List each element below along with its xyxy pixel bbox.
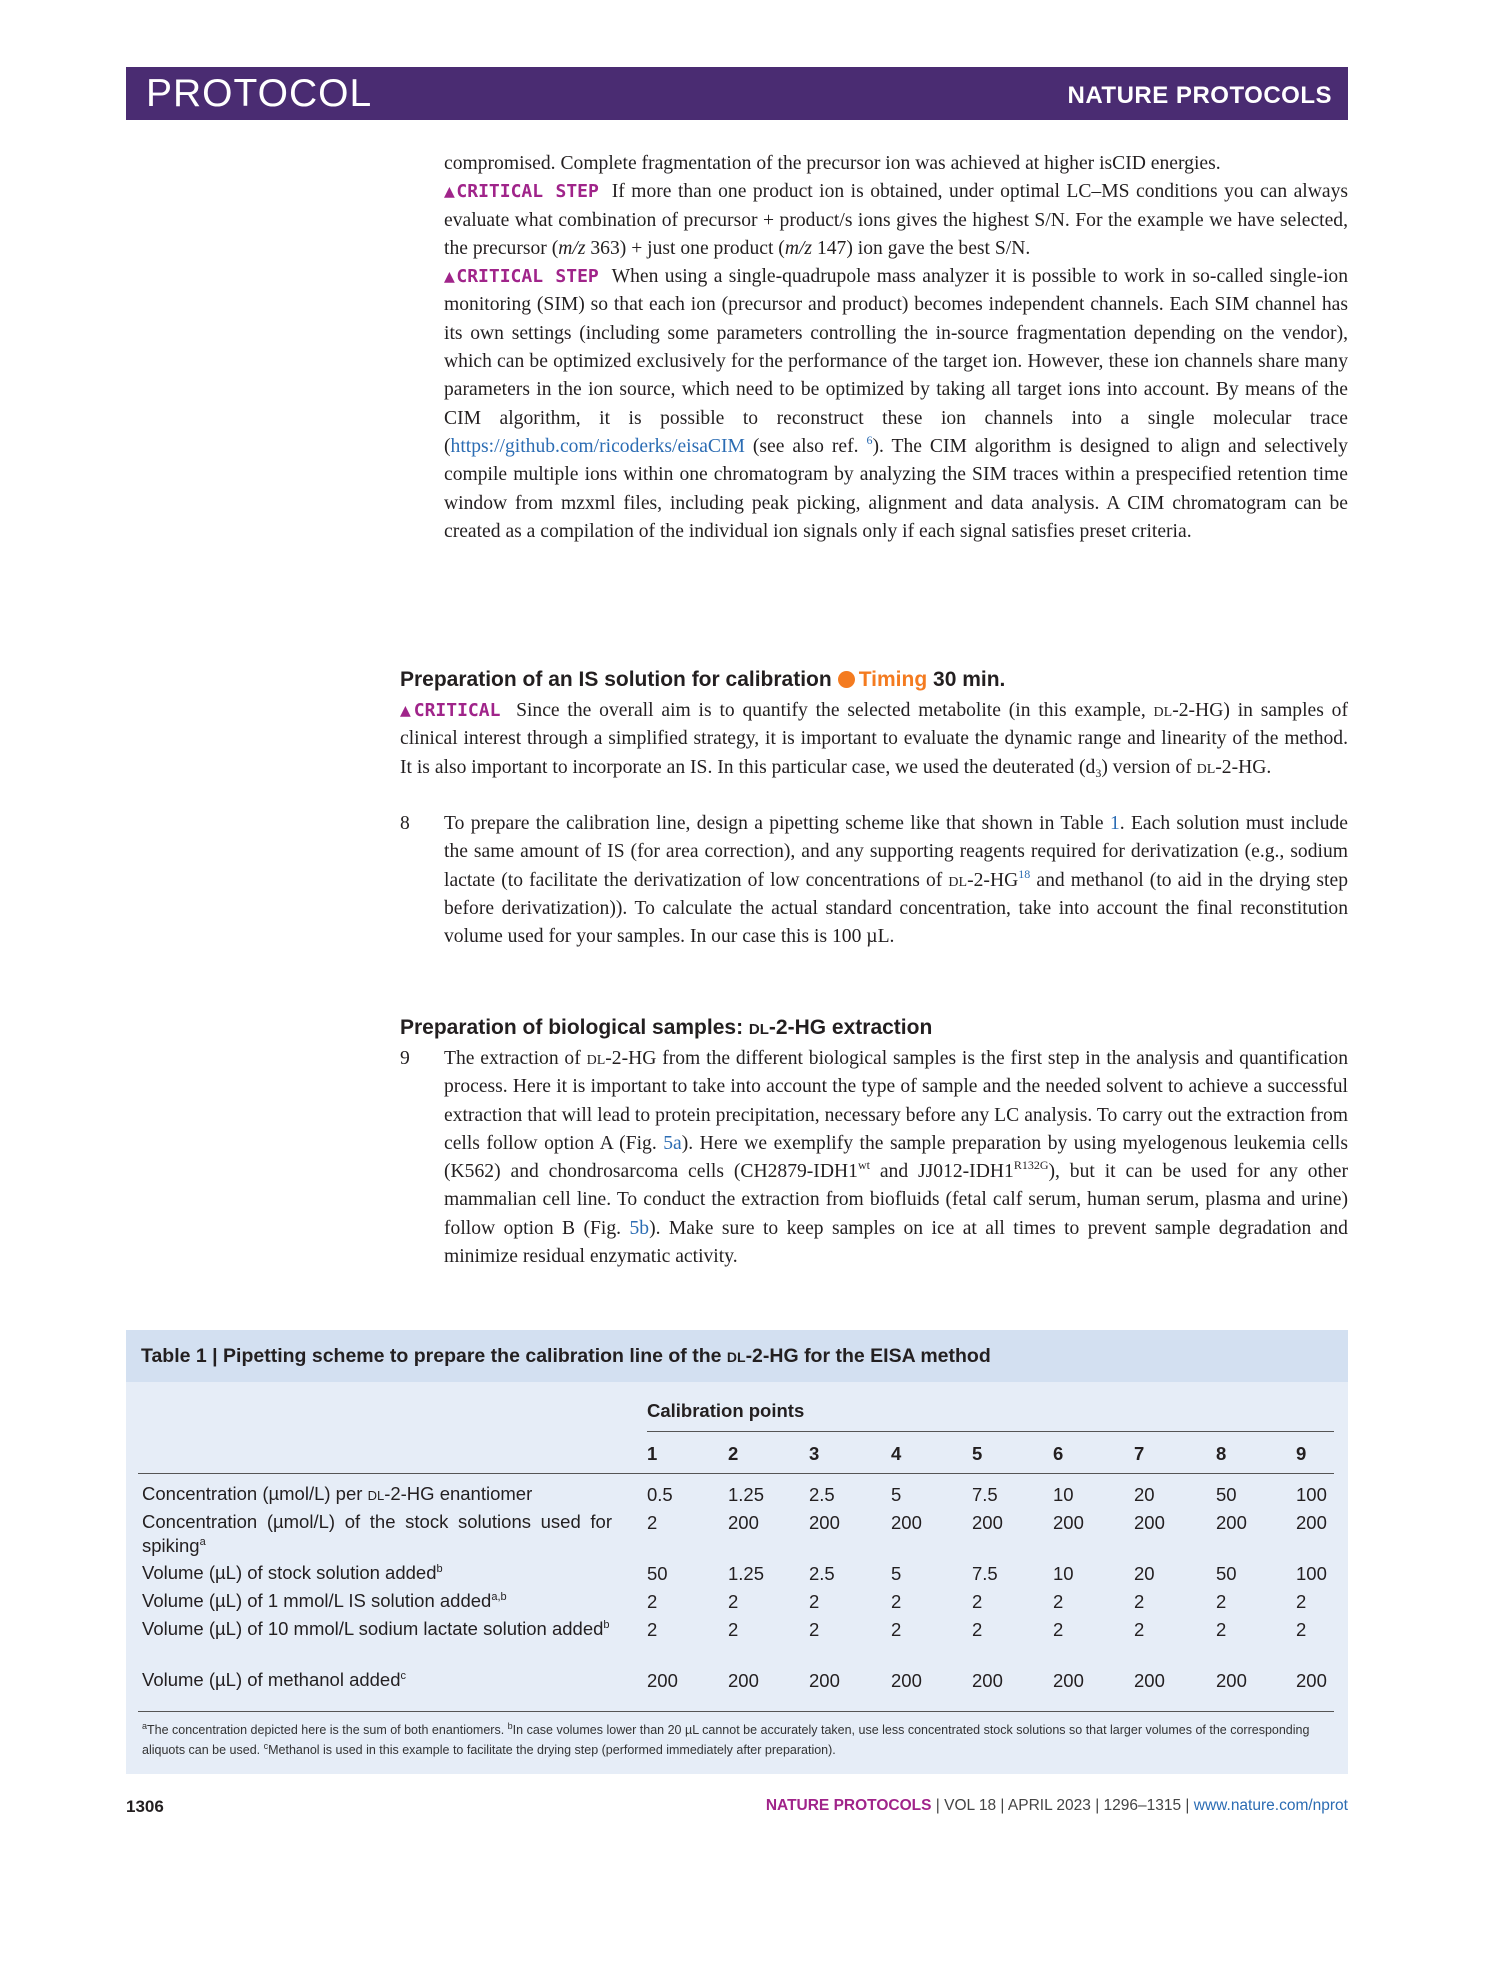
table-body (126, 1330, 1348, 1720)
table-cell: 2 (891, 1619, 902, 1640)
critical-step-1: ▲CRITICAL STEP If more than one product ion is obtained, under optimal LC–MS conditions you can always evaluate what combination of precursor + product/s ions gives the highest S/N. For the example we have selected, the precursor (m/z 363) + just one product (m/z 147) ion gave the best S/N. (444, 181, 1348, 259)
table-cell: 200 (1216, 1512, 1247, 1533)
table-cell: 2 (1053, 1591, 1064, 1612)
table-cell: 5 (891, 1484, 902, 1505)
column-header: 8 (1216, 1443, 1227, 1464)
table-cell: 200 (1296, 1512, 1327, 1533)
table-cell: 5 (891, 1563, 902, 1584)
table-1 (126, 1330, 1348, 1774)
critical-step-2: ▲CRITICAL STEP When using a single-quadrupole mass analyzer it is possible to work in so-called single-ion monitoring (SIM) so that each ion (precursor and product) becomes independent channels. Each SIM channel has its own settings (including some parameters controlling the in-source fragmentation depending on the vendor), which can be optimized exclusively for the performance of the target ion. However, these ion channels share many parameters in the ion source, which need to be optimized by taking all target ions into account. By means of the CIM algorithm, it is possible to reconstruct these ion channels into a single molecular trace (https://github.com/ricoderks/eisaCIM (see also ref. $^6$). The CIM algorithm is designed to align and selectively compile multiple ions within one chromatogram by analyzing the SIM traces within a prespecified retention time window from mzxml files, including peak picking, alignment and data analysis. A CIM chromatogram can be created as a compilation of the individual ion signals only if each signal satisfies preset criteria. (444, 266, 1349, 542)
table-cell: 200 (972, 1512, 1003, 1533)
row-label: Concentration (µmol/L) of the stock solutions used for spiking$^a$ (142, 1511, 612, 1556)
row-label: Volume (µL) of 1 mmol/L IS solution added$^{a,b}$ (142, 1590, 507, 1611)
table-cell: 2 (1296, 1591, 1307, 1612)
table-cell: 1.25 (728, 1484, 765, 1505)
table-footnote: $^a$The concentration depicted here is the sum of both enantiomers. $^b$In case volumes lower than 20 µL cannot be accurately taken, use less concentrated stock solutions so that larger volumes of the corresponding aliquots can be used. $^c$Methanol is used in this example to facilitate the drying step (performed immediately after preparation). (142, 1721, 1310, 1757)
critical-paragraph: ▲CRITICAL Since the overall aim is to quantify the selected metabolite (in this example, dl-2-HG) in samples of clinical interest through a simplified strategy, it is important to evaluate the dynamic range and linearity of the method. It is also important to incorporate an IS. In this particular case, we used the deuterated $(d_3)$ version of dl-2-HG. (400, 700, 1348, 780)
table-cell: 2.5 (809, 1563, 835, 1584)
table-cell: 2 (1053, 1619, 1064, 1640)
table-cell: 2 (891, 1591, 902, 1612)
critical-step-label: ▲CRITICAL STEP (444, 266, 599, 288)
header-banner (126, 67, 1348, 120)
group-rule (647, 1431, 1334, 1432)
table-cell: 200 (809, 1512, 840, 1533)
row-label: Volume (µL) of stock solution added$^b$ (142, 1562, 443, 1583)
table-cell: 200 (1053, 1670, 1084, 1691)
table-cell: 200 (1216, 1670, 1247, 1691)
footer-url-link[interactable]: www.nature.com/nprot (1193, 1797, 1348, 1814)
table-cell: 10 (1053, 1484, 1074, 1505)
section-heading-extraction: Preparation of biological samples: dl-2-HG extraction (400, 1016, 933, 1039)
header-rule (138, 1473, 1334, 1474)
footer-citation: NATURE PROTOCOLS | VOL 18 | APRIL 2023 | 1296–1315 | www.nature.com/nprot (765, 1797, 1348, 1814)
table-cell: 2 (972, 1591, 983, 1612)
table-cell: 20 (1134, 1484, 1155, 1505)
table-cell: 50 (647, 1563, 668, 1584)
bottom-rule (138, 1711, 1334, 1712)
journal-name: NATURE PROTOCOLS (1067, 82, 1332, 109)
table-cell: 2 (647, 1512, 658, 1533)
step-number: 8 (400, 813, 410, 834)
table-cell: 1.25 (728, 1563, 765, 1584)
critical-label: ▲CRITICAL (400, 700, 501, 721)
table-cell: 2 (1296, 1619, 1307, 1640)
table-cell: 200 (891, 1670, 922, 1691)
figure-ref-link[interactable]: 5b (629, 1217, 650, 1239)
table-cell: 7.5 (972, 1563, 998, 1584)
table-cell: 2 (1216, 1591, 1227, 1612)
figure-ref-link[interactable]: 5a (663, 1132, 682, 1154)
section-label: PROTOCOL (146, 72, 373, 115)
section-heading-is-solution: Preparation of an IS solution for calibration Timing 30 min. (400, 668, 1006, 691)
ref-link[interactable]: 18 (1018, 866, 1031, 881)
table-cell: 200 (1053, 1512, 1084, 1533)
table-cell: 200 (1134, 1670, 1165, 1691)
table-cell: 200 (809, 1670, 840, 1691)
row-label: Concentration (µmol/L) per dl-2-HG enantiomer (142, 1483, 533, 1504)
table-title: Table 1 | Pipetting scheme to prepare the calibration line of the dl-2-HG for the EISA method (126, 1330, 1348, 1382)
critical-step-label: ▲CRITICAL STEP (444, 181, 599, 203)
ref-link[interactable]: 6 (866, 432, 873, 447)
table-cell: 2 (1216, 1619, 1227, 1640)
table-cell: 2.5 (809, 1484, 835, 1505)
step-number: 9 (400, 1048, 410, 1069)
column-header: 5 (972, 1443, 983, 1464)
column-header: 2 (728, 1443, 739, 1464)
column-header: 4 (891, 1443, 902, 1464)
table-cell: 2 (647, 1591, 658, 1612)
timing-dot-icon (838, 671, 855, 688)
table-cell: 50 (1216, 1484, 1237, 1505)
column-header: 1 (647, 1443, 658, 1464)
intro-block (444, 150, 1348, 546)
table-cell: 200 (728, 1670, 759, 1691)
table-ref-link[interactable]: 1 (1109, 813, 1120, 834)
table-cell: 10 (1053, 1563, 1074, 1584)
table-cell: 200 (728, 1512, 759, 1533)
table-cell: 200 (972, 1670, 1003, 1691)
row-label: Volume (µL) of methanol added$^c$ (142, 1669, 407, 1690)
column-header: 9 (1296, 1443, 1307, 1464)
row-label: Volume (µL) of 10 mmol/L sodium lactate solution added$^b$ (142, 1618, 610, 1639)
table-cell: 2 (1134, 1619, 1145, 1640)
table-cell: 20 (1134, 1563, 1155, 1584)
intro-line: compromised. Complete fragmentation of the precursor ion was achieved at higher isCID energies. (444, 153, 1221, 174)
table-cell: 100 (1296, 1563, 1327, 1584)
table-cell: 2 (972, 1619, 983, 1640)
table-cell: 200 (1134, 1512, 1165, 1533)
table-cell: 200 (1296, 1670, 1327, 1691)
table-cell: 2 (647, 1619, 658, 1640)
table-cell: 200 (647, 1670, 678, 1691)
column-header: 3 (809, 1443, 820, 1464)
github-link[interactable]: https://github.com/ricoderks/eisaCIM (450, 435, 745, 457)
table-cell: 2 (809, 1619, 820, 1640)
table-cell: 50 (1216, 1563, 1237, 1584)
table-cell: 2 (728, 1619, 739, 1640)
table-cell: 0.5 (647, 1484, 673, 1505)
table-cell: 7.5 (972, 1484, 998, 1505)
table-cell: 2 (728, 1591, 739, 1612)
group-header: Calibration points (647, 1400, 805, 1421)
page-number: 1306 (126, 1797, 164, 1816)
table-cell: 100 (1296, 1484, 1327, 1505)
column-header: 6 (1053, 1443, 1064, 1464)
table-cell: 2 (1134, 1591, 1145, 1612)
footer-journal: NATURE PROTOCOLS (765, 1797, 932, 1814)
table-cell: 200 (891, 1512, 922, 1533)
column-header: 7 (1134, 1443, 1145, 1464)
table-cell: 2 (809, 1591, 820, 1612)
